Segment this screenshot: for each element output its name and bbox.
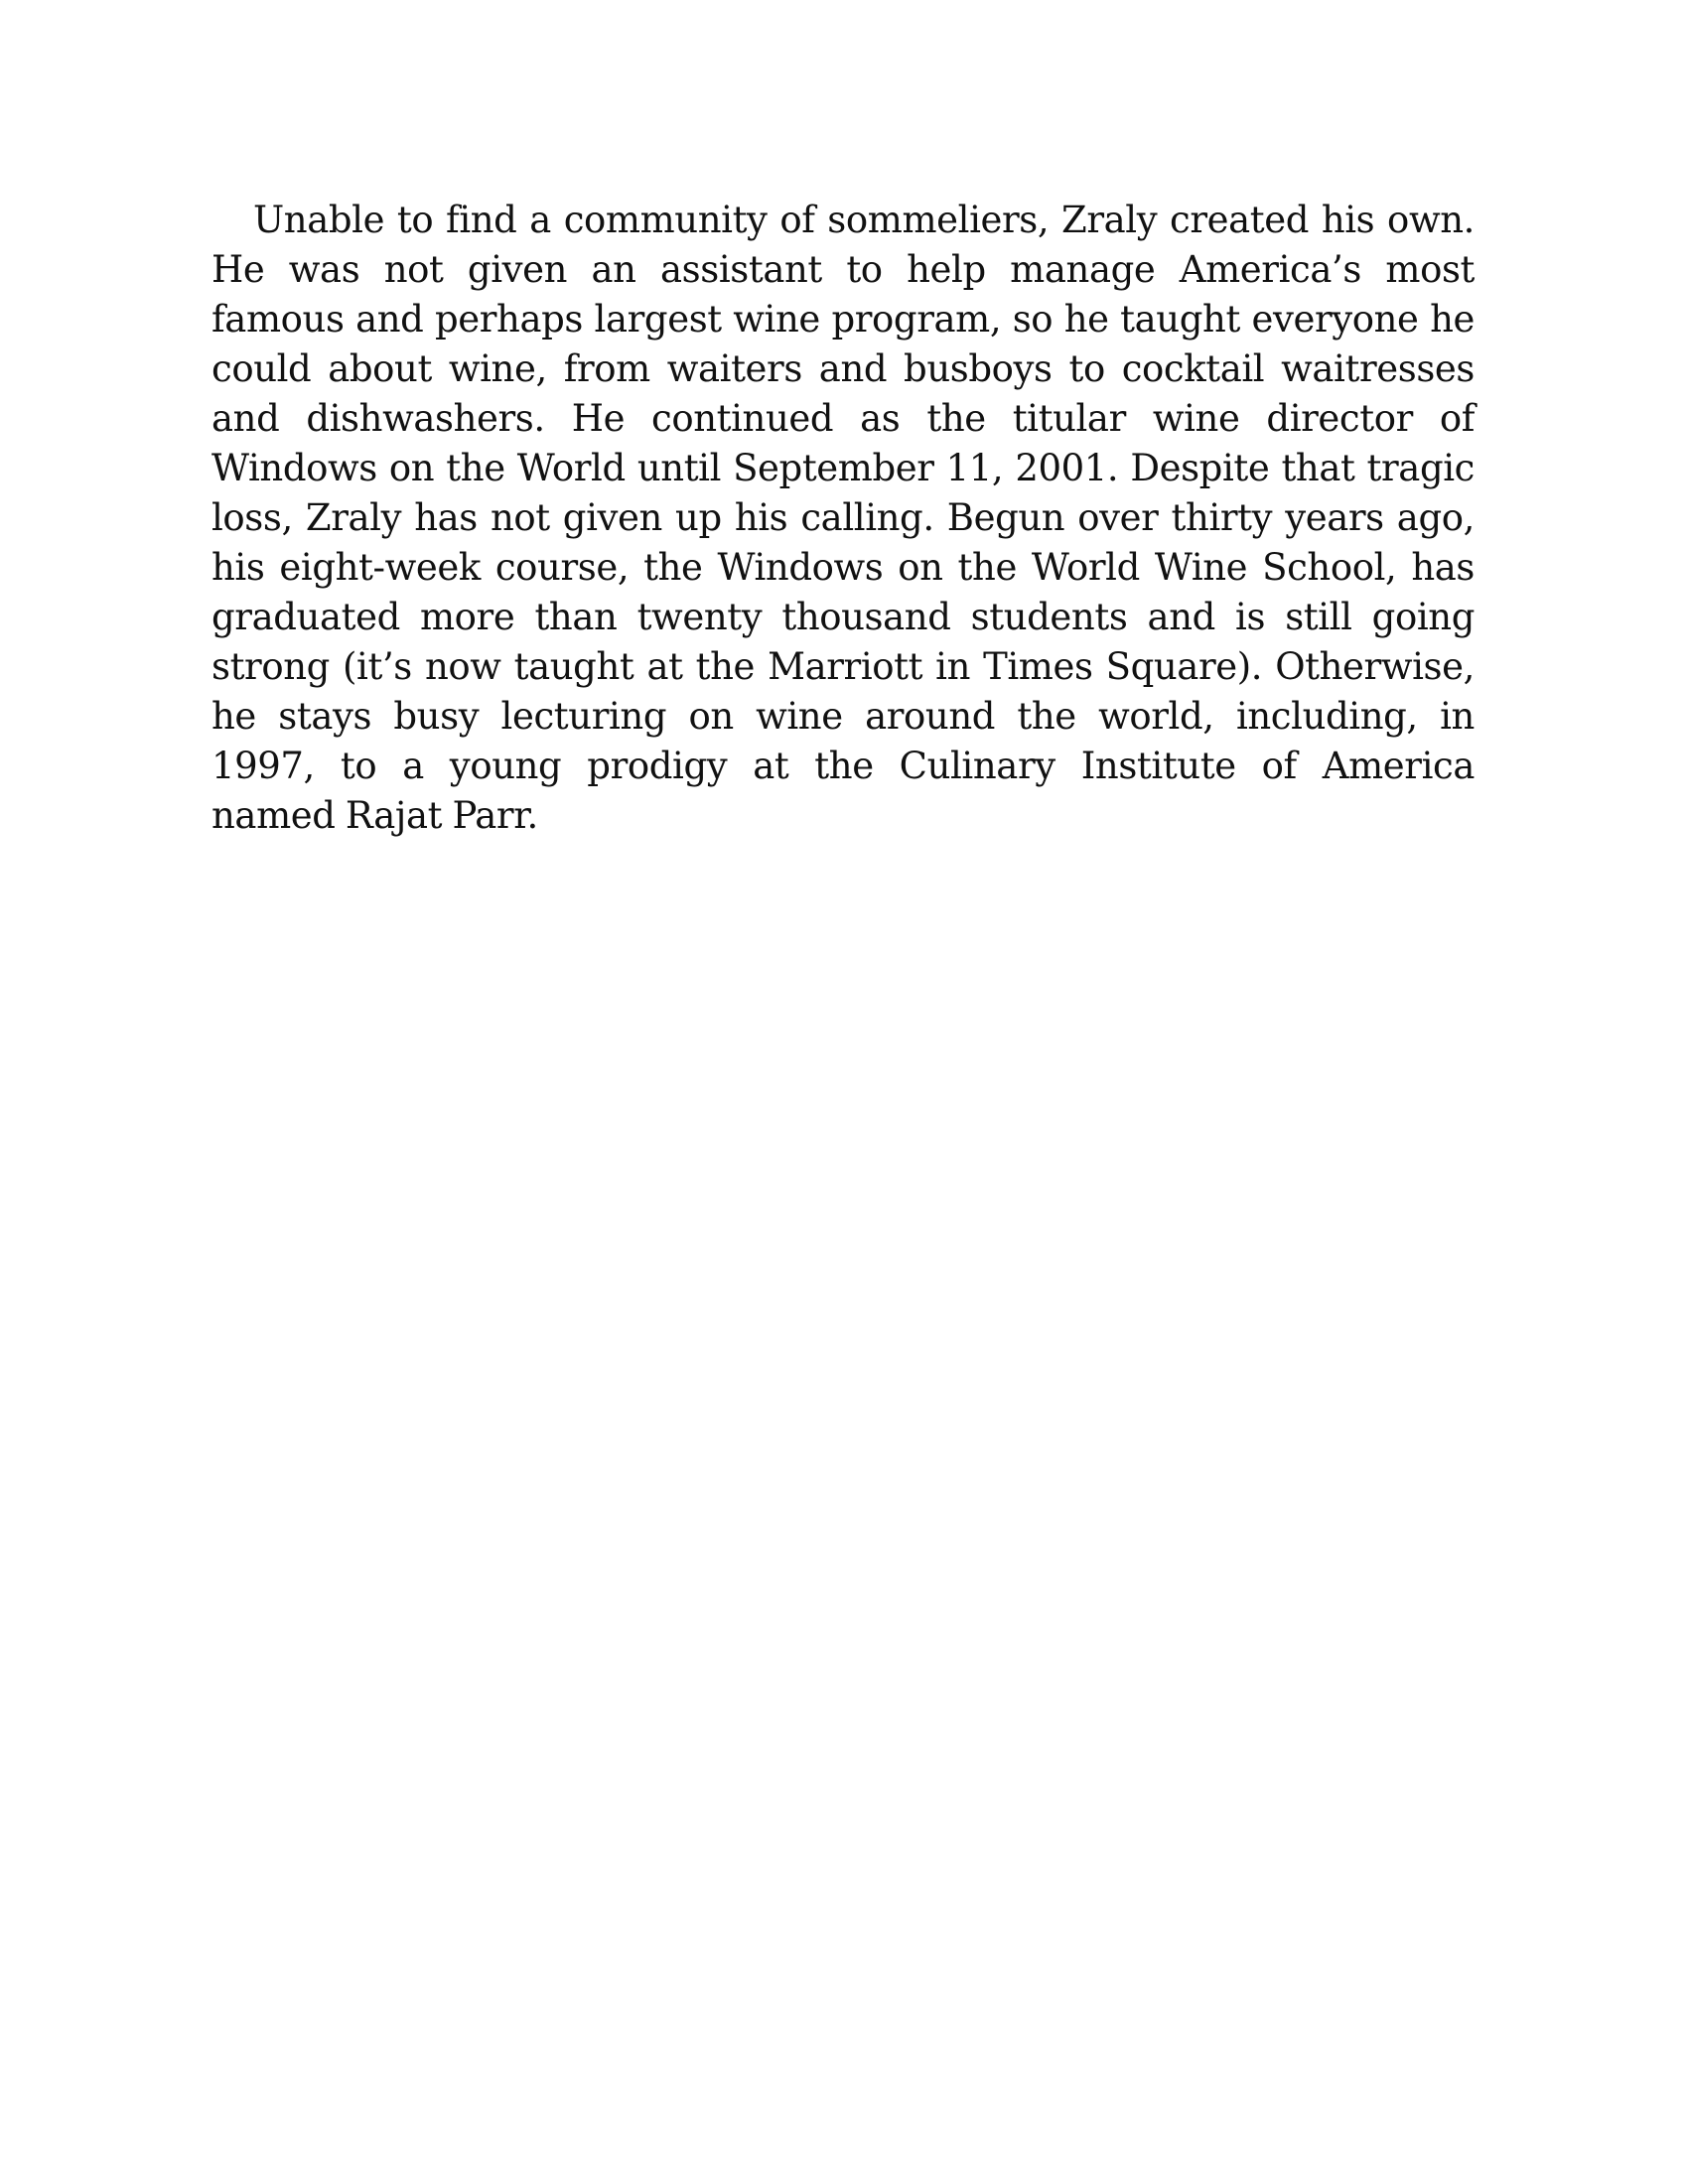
paragraph-line: graduated more than twenty thousand students and is still going — [211, 596, 1475, 638]
paragraph-line: strong (it’s now taught at the Marriott in Times Square). Otherwise, — [211, 645, 1475, 688]
paragraph-line: famous and perhaps largest wine program, so he taught everyone he — [211, 298, 1475, 341]
paragraph-line: named Rajat Parr. — [211, 794, 538, 837]
paragraph-line: loss, Zraly has not given up his calling. Begun over thirty years ago, — [211, 496, 1475, 539]
paragraph-line: Windows on the World until September 11, 2001. Despite that tragic — [211, 447, 1475, 489]
paragraph-line: could about wine, from waiters and busboys to cocktail waitresses — [211, 347, 1475, 390]
body-paragraph — [211, 196, 1475, 841]
paragraph-line: his eight-week course, the Windows on the World Wine School, has — [211, 546, 1475, 589]
paragraph-line: he stays busy lecturing on wine around the world, including, in — [211, 695, 1475, 738]
paragraph-line: 1997, to a young prodigy at the Culinary Institute of America — [211, 745, 1475, 787]
paragraph-line: and dishwashers. He continued as the titular wine director of — [211, 397, 1475, 440]
paragraph-line: Unable to find a community of sommeliers, Zraly created his own. — [253, 199, 1475, 241]
paragraph-line: He was not given an assistant to help manage America’s most — [211, 248, 1475, 291]
